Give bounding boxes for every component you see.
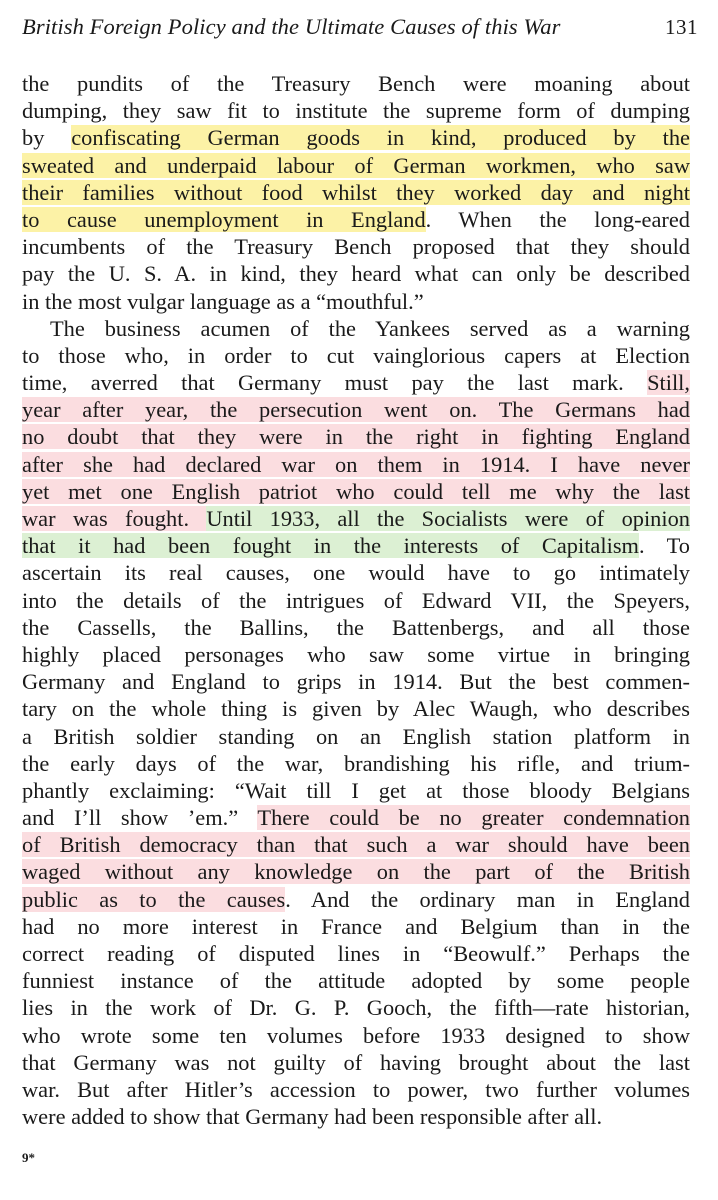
text-line <box>22 1076 690 1103</box>
text-line <box>22 396 690 423</box>
text-segment: that Germany was not guilty of having brought about the last <box>22 1049 690 1075</box>
text-segment: the pundits of the Treasury Bench were moaning about <box>22 71 690 96</box>
text-line <box>22 695 690 722</box>
text-segment: highly placed personages who saw some virtue in bringing <box>22 641 690 667</box>
text-line <box>22 1049 690 1076</box>
highlight-yellow: sweated and underpaid labour of German workmen, who saw <box>22 152 690 178</box>
text-segment: correct reading of disputed lines in “Beowulf.” Perhaps the <box>22 941 690 966</box>
text-line <box>22 478 690 505</box>
highlight-pink: war was fought. <box>22 506 207 531</box>
text-line <box>22 587 690 614</box>
text-line <box>22 1103 690 1130</box>
text-segment: pay the U. S. A. in kind, they heard what can only be described <box>22 261 690 287</box>
text-segment: had no more interest in France and Belgium than in the <box>22 913 690 939</box>
highlight-yellow: their families without food whilst they worked day and night <box>22 179 690 205</box>
highlight-yellow: confiscating German goods in kind, produced by the <box>71 125 690 151</box>
text-line <box>22 152 690 179</box>
text-line <box>22 831 690 858</box>
highlight-pink: yet met one English patriot who could tell me why the last <box>22 478 690 504</box>
text-line <box>22 505 690 532</box>
text-segment: who wrote some ten volumes before 1933 designed to show <box>22 1022 690 1048</box>
running-head <box>22 10 698 44</box>
text-line <box>22 750 690 777</box>
text-line <box>22 532 690 559</box>
highlight-pink: year after year, the persecution went on. The Germans had <box>22 397 690 423</box>
text-line <box>22 206 690 233</box>
highlight-pink: waged without any knowledge on the part of the British <box>22 859 690 885</box>
text-segment: and I’ll show ’em.” <box>22 805 258 831</box>
text-segment: funniest instance of the attitude adopted by some people <box>22 968 690 994</box>
text-segment: phantly exclaiming: “Wait till I get at those bloody Belgians <box>22 777 690 803</box>
text-line <box>22 70 690 97</box>
text-segment: . To <box>638 533 690 559</box>
text-segment: by <box>22 125 72 151</box>
text-segment: war. But after Hitler’s accession to power, two further volumes <box>22 1076 690 1102</box>
highlight-pink: public as to the causes <box>22 886 286 912</box>
text-line <box>22 913 690 940</box>
text-line <box>22 668 690 695</box>
text-segment: . And the ordinary man in England <box>285 886 690 912</box>
text-line <box>22 233 690 260</box>
highlight-yellow: to cause unemployment in England <box>22 206 426 232</box>
text-segment: Germany and England to grips in 1914. But the best commen- <box>22 669 690 695</box>
running-head-title: British Foreign Policy and the Ultimate Causes of this War <box>22 14 561 39</box>
text-segment: lies in the work of Dr. G. P. Gooch, the fifth—rate historian, <box>22 995 690 1021</box>
text-segment: in the most vulgar language as a “mouthful.” <box>22 288 424 314</box>
text-segment: ascertain its real causes, one would have to go intimately <box>22 560 690 586</box>
text-segment: The business acumen of the Yankees served as a warning <box>50 315 690 341</box>
text-line <box>22 342 690 369</box>
page-number: 131 <box>665 14 698 39</box>
text-line <box>22 179 690 206</box>
text-line <box>22 967 690 994</box>
highlight-pink: Still, <box>647 370 690 396</box>
text-segment: time, averred that Germany must pay the last mark. <box>22 370 648 396</box>
text-line <box>22 559 690 586</box>
text-line <box>22 723 690 750</box>
text-line <box>22 451 690 478</box>
text-line <box>22 886 690 913</box>
text-line <box>22 260 690 287</box>
highlight-green: that it had been fought in the interests of Capitalism <box>22 533 639 559</box>
text-line <box>22 804 690 831</box>
text-line <box>22 614 690 641</box>
text-line <box>22 97 690 124</box>
text-line <box>22 1022 690 1049</box>
text-segment: . When the long-eared <box>425 206 691 232</box>
text-line <box>22 940 690 967</box>
text-line <box>22 369 690 396</box>
highlight-green: Until 1933, all the Socialists were of opinion <box>206 506 690 531</box>
text-line <box>22 994 690 1021</box>
text-line <box>22 858 690 885</box>
highlight-pink: no doubt that they were in the right in fighting England <box>22 424 690 450</box>
text-segment: a British soldier standing on an English station platform in <box>22 723 690 749</box>
text-line <box>22 288 690 315</box>
text-line <box>22 777 690 804</box>
text-segment: were added to show that Germany had been responsible after all. <box>22 1104 603 1130</box>
text-segment: the Cassells, the Ballins, the Battenbergs, and all those <box>22 614 690 640</box>
highlight-pink: of British democracy than that such a war should have been <box>22 832 690 858</box>
body-text <box>22 70 690 1130</box>
highlight-pink: after she had declared war on them in 1914. I have never <box>22 451 690 477</box>
text-line <box>22 315 690 342</box>
text-segment: dumping, they saw fit to institute the supreme form of dumping <box>22 98 690 124</box>
signature-mark: 9* <box>22 1150 35 1165</box>
text-segment: the early days of the war, brandishing his rifle, and trium- <box>22 750 690 776</box>
text-line <box>22 641 690 668</box>
highlight-pink: There could be no greater condemnation <box>257 805 690 831</box>
text-segment: tary on the whole thing is given by Alec Waugh, who describes <box>22 696 690 722</box>
text-segment: incumbents of the Treasury Bench proposed that they should <box>22 234 690 260</box>
text-line <box>22 423 690 450</box>
text-segment: to those who, in order to cut vainglorious capers at Election <box>22 342 690 368</box>
text-segment: into the details of the intrigues of Edward VII, the Speyers, <box>22 587 690 613</box>
text-line <box>22 124 690 151</box>
